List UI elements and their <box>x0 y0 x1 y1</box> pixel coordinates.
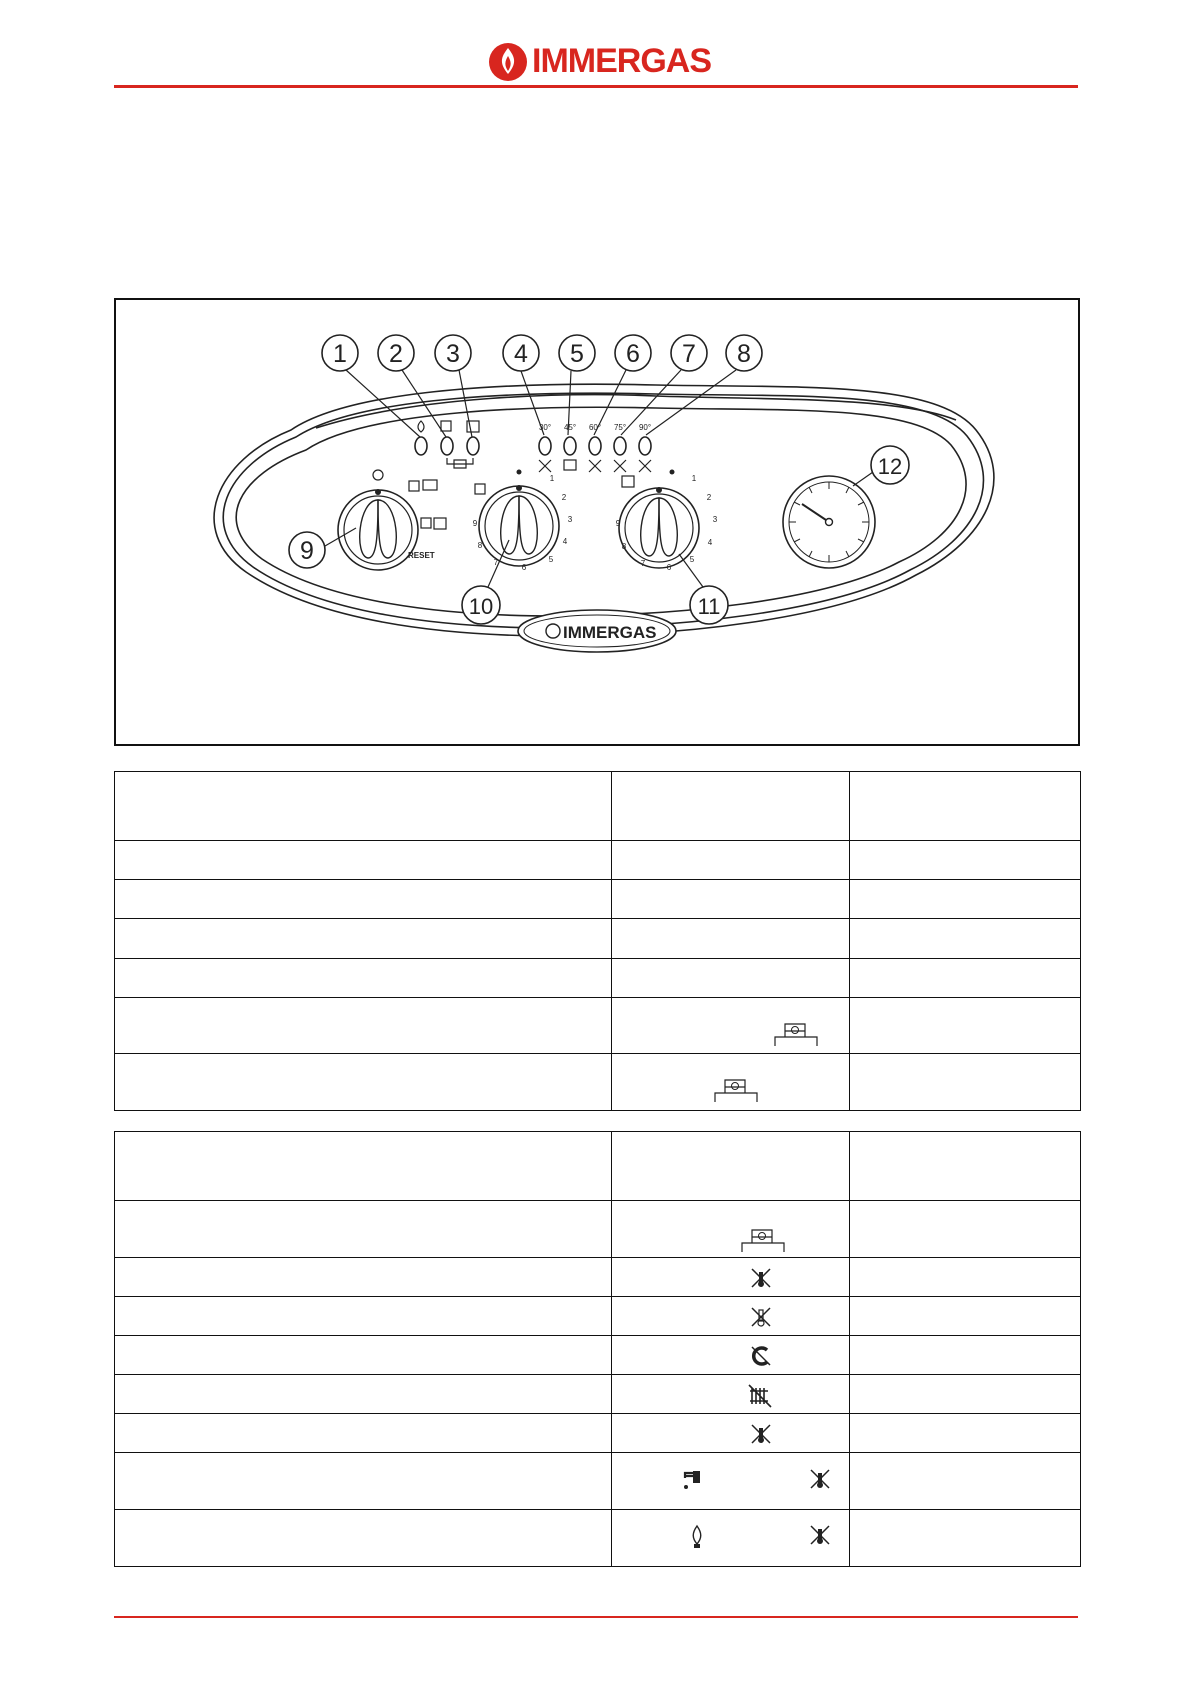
thermo-cross-icon-2 <box>614 460 626 472</box>
dhw-knob-dot <box>517 470 522 475</box>
led-heating <box>467 437 479 455</box>
temperature-crossed-icon <box>750 1267 772 1289</box>
power-off-icon <box>373 470 383 480</box>
mode-heat-icon <box>434 518 446 529</box>
remote-control-icon <box>773 1021 819 1047</box>
callout-3 <box>435 335 471 371</box>
thermo-cross-icon-3 <box>639 460 651 472</box>
led-label-30: 30° <box>538 423 552 432</box>
led-label-90: 90° <box>638 423 652 432</box>
svg-text:1: 1 <box>333 340 347 368</box>
table-cell <box>850 1132 1081 1201</box>
header-rule <box>114 85 1078 88</box>
table-2-header-row <box>115 1132 1081 1201</box>
table-cell <box>115 1132 612 1201</box>
led-dhw <box>441 437 453 455</box>
svg-text:1: 1 <box>691 474 697 483</box>
flame-icon <box>690 1524 704 1550</box>
callout-12 <box>871 446 909 484</box>
led-60 <box>589 437 601 455</box>
table-row <box>115 998 1081 1054</box>
reset-lockout-icon <box>750 1345 772 1367</box>
led-45 <box>564 437 576 455</box>
callout-4 <box>503 335 539 371</box>
svg-text:8: 8 <box>737 340 751 368</box>
tap-icon <box>682 1468 702 1494</box>
callout-6 <box>615 335 651 371</box>
svg-text:11: 11 <box>697 594 721 619</box>
table-cell <box>612 772 850 841</box>
callout-2 <box>378 335 414 371</box>
callout-1 <box>322 335 358 371</box>
table-row <box>115 1258 1081 1297</box>
svg-text:6: 6 <box>521 563 527 572</box>
table-row <box>115 1336 1081 1375</box>
temperature-crossed-icon-alt <box>750 1306 772 1328</box>
svg-text:9: 9 <box>472 519 478 528</box>
mode-dhw-icon <box>409 481 419 491</box>
svg-text:2: 2 <box>706 493 712 502</box>
svg-text:3: 3 <box>567 515 573 524</box>
callout-9 <box>289 532 325 568</box>
flame-logo-icon <box>488 40 532 84</box>
radiator-fault-icon <box>748 1384 772 1408</box>
svg-text:IMMERGAS: IMMERGAS <box>563 623 657 642</box>
led-90 <box>639 437 651 455</box>
panel-outer <box>214 384 994 636</box>
svg-text:7: 7 <box>682 340 696 368</box>
panel-brand-plate <box>518 610 676 652</box>
callout-8 <box>726 335 762 371</box>
radiator-fault-icon <box>564 460 576 470</box>
svg-text:2: 2 <box>561 493 567 502</box>
thermo-cross-icon-1 <box>589 460 601 472</box>
brand-name: IMMERGAS <box>532 42 711 80</box>
svg-text:1: 1 <box>549 474 555 483</box>
table-row <box>115 1510 1081 1567</box>
reset-fault-icon <box>539 460 551 472</box>
immergas-logo <box>488 40 711 84</box>
led-30 <box>539 437 551 455</box>
callout-10 <box>462 586 500 624</box>
svg-text:4: 4 <box>707 538 713 547</box>
mode-dhw-heat-icon <box>421 518 431 528</box>
reset-label: RESET <box>408 551 435 560</box>
svg-text:4: 4 <box>514 340 528 368</box>
svg-text:12: 12 <box>877 454 903 479</box>
tap-icon <box>441 421 451 431</box>
table-row <box>115 880 1081 919</box>
control-panel-diagram <box>114 298 1080 746</box>
svg-text:2: 2 <box>389 340 403 368</box>
flame-icon <box>418 421 424 432</box>
svg-text:7: 7 <box>493 558 499 567</box>
svg-text:6: 6 <box>666 563 672 572</box>
footer-rule <box>114 1616 1078 1618</box>
table-cell <box>115 772 612 841</box>
remote-control-icon <box>740 1227 786 1253</box>
led-75 <box>614 437 626 455</box>
pressure-gauge <box>783 476 875 568</box>
table-row <box>115 959 1081 998</box>
svg-text:3: 3 <box>712 515 718 524</box>
table-row <box>115 1054 1081 1111</box>
table-row <box>115 1297 1081 1336</box>
table-row <box>115 1414 1081 1453</box>
svg-text:3: 3 <box>446 340 460 368</box>
table-2 <box>114 1131 1081 1567</box>
dhw-temperature-knob[interactable] <box>479 485 559 566</box>
mode-selector-knob[interactable] <box>338 489 418 570</box>
led-group-left <box>415 437 479 455</box>
svg-text:5: 5 <box>548 555 554 564</box>
svg-text:9: 9 <box>615 519 621 528</box>
svg-text:6: 6 <box>626 340 640 368</box>
table-cell <box>612 1132 850 1201</box>
callout-11 <box>690 586 728 624</box>
table-row <box>115 841 1081 880</box>
table-row <box>115 1375 1081 1414</box>
svg-text:8: 8 <box>477 541 483 550</box>
svg-text:5: 5 <box>689 555 695 564</box>
temperature-crossed-icon <box>750 1423 772 1445</box>
led-flame <box>415 437 427 455</box>
remote-control-bracket <box>447 458 473 468</box>
temperature-crossed-icon <box>809 1468 831 1490</box>
svg-text:10: 10 <box>468 594 494 619</box>
svg-text:5: 5 <box>570 340 584 368</box>
table-row <box>115 919 1081 959</box>
svg-text:4: 4 <box>562 537 568 546</box>
heat-knob-dot <box>670 470 675 475</box>
svg-text:8: 8 <box>621 542 627 551</box>
led-label-75: 75° <box>613 423 627 432</box>
heat-knob-radiator-icon <box>622 476 634 487</box>
callout-5 <box>559 335 595 371</box>
table-1 <box>114 771 1081 1111</box>
table-cell <box>850 772 1081 841</box>
dhw-knob-tap-icon <box>475 484 485 494</box>
callout-7 <box>671 335 707 371</box>
led-label-60: 60° <box>588 423 602 432</box>
callouts-top <box>322 335 762 371</box>
table-1-header-row <box>115 772 1081 841</box>
remote-control-icon <box>713 1077 759 1103</box>
svg-text:7: 7 <box>640 559 646 568</box>
led-label-45: 45° <box>563 423 577 432</box>
led-group-temps <box>539 437 651 455</box>
temperature-crossed-icon <box>809 1524 831 1546</box>
mode-remote-icon <box>423 480 437 490</box>
heating-temperature-knob[interactable] <box>619 487 699 568</box>
table-row <box>115 1201 1081 1258</box>
table-row <box>115 1453 1081 1510</box>
svg-text:9: 9 <box>300 537 314 565</box>
